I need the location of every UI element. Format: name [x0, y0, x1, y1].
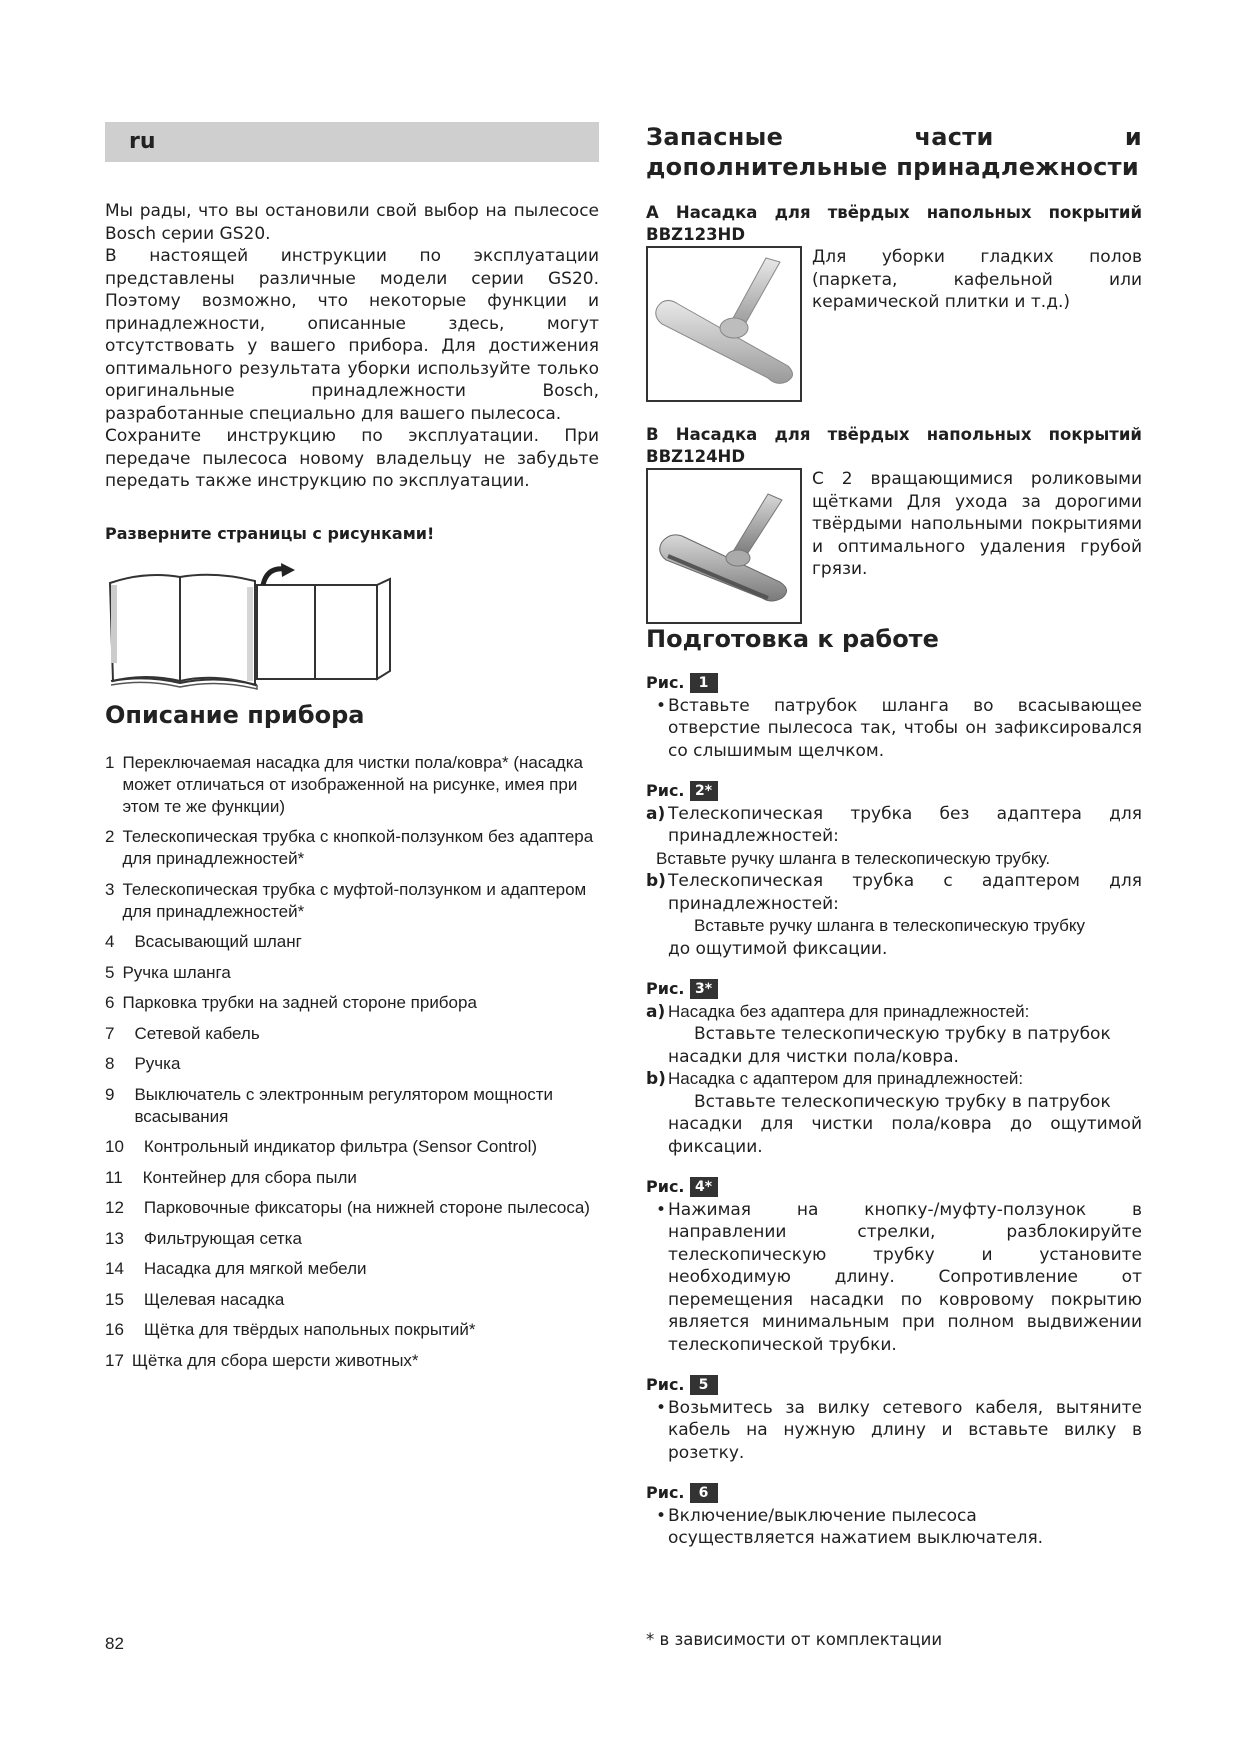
fig-1-text: • Вставьте патрубок шланга во всасывающее отверстие пылесоса так, чтобы он зафиксировался со слышимым щелчком. — [656, 695, 1142, 761]
accessories-title: Запасные части и дополнительные принадлежности — [646, 123, 1142, 181]
fig-3-b-action: Вставьте телескопическую трубку в патрубок насадки для чистки пола/ковра до ощутимой фиксации. — [668, 1091, 1142, 1157]
accessory-b — [646, 424, 1142, 624]
unfold-book-illustration — [105, 563, 599, 700]
fig-2-a-action: Вставьте ручку шланга в телескопическую трубку. — [656, 848, 1051, 868]
unfold-note: Разверните страницы с рисунками! — [105, 523, 435, 543]
intro-section — [105, 200, 599, 493]
parts-list — [105, 752, 599, 1372]
list-item: 9 Выключатель с электронным регулятором мощности всасывания — [105, 1084, 553, 1126]
fig-6-block — [646, 1482, 1142, 1550]
roller-nozzle-icon — [648, 470, 800, 622]
list-item: 16 Щётка для твёрдых напольных покрытий* — [105, 1320, 476, 1339]
list-item: 5 Ручка шланга — [105, 962, 231, 982]
fig-6-label: Рис. 6 — [646, 1482, 1142, 1505]
list-item: 7 Сетевой кабель — [105, 1023, 260, 1043]
accessory-a — [646, 202, 1142, 402]
fig-3-number: 3* — [690, 979, 718, 999]
accessory-b-heading: B Насадка для твёрдых напольных покрытий BBZ124HD — [646, 425, 1142, 466]
fig-2-b: b) Телескопическая трубка с адаптером для принадлежностей: — [646, 871, 1142, 914]
accessory-a-heading: A Насадка для твёрдых напольных покрытий BBZ123HD — [646, 203, 1142, 244]
accessory-b-text: С 2 вращающимися роликовыми щётками Для ухода за дорогими твёрдыми напольными покрытиями и оптимального удаления грубой грязи. — [812, 469, 1142, 579]
left-column — [105, 122, 599, 1380]
language-bar — [105, 122, 599, 162]
list-item: 13 Фильтрующая сетка — [105, 1228, 302, 1248]
fig-3-a: a) Насадка без адаптера для принадлежностей: — [646, 1001, 1030, 1022]
list-item: 6 Парковка трубки на задней стороне прибора — [105, 993, 477, 1012]
intro-paragraph-2: В настоящей инструкции по эксплуатации представлены различные модели серии GS20. Поэтому возможно, что некоторые функции и принадлежности, описанные здесь, могут отсутствовать у вашего прибора. Для достижения оптимального результата уборки используйте только оригинальные принадлежности Bosch, разработанные специально для вашего пылесоса. — [105, 246, 599, 424]
right-column — [646, 122, 1142, 1550]
fig-2-block — [646, 780, 1142, 960]
list-item: 17 Щётка для сбора шерсти животных* — [105, 1350, 419, 1370]
fig-1-number: 1 — [690, 673, 718, 693]
description-title: Описание прибора — [105, 700, 365, 729]
roller-nozzle-image — [646, 468, 802, 624]
fig-6-number: 6 — [690, 1483, 718, 1503]
footnote: * в зависимости от комплектации — [646, 1630, 943, 1649]
fig-5-block — [646, 1374, 1142, 1464]
list-item: 15 Щелевая насадка — [105, 1289, 285, 1309]
intro-paragraph-1: Мы рады, что вы остановили свой выбор на пылесосе Bosch серии GS20. — [105, 201, 599, 244]
fig-4-number: 4* — [690, 1177, 718, 1197]
fig-3-a-action: Вставьте телескопическую трубку в патрубок насадки для чистки пола/ковра. — [668, 1024, 1111, 1067]
list-item: 14 Насадка для мягкой мебели — [105, 1259, 367, 1278]
fig-4-label: Рис. 4* — [646, 1176, 1142, 1199]
list-item: 3 Телескопическая трубка с муфтой-ползунком и адаптером для принадлежностей* — [105, 879, 587, 921]
fig-2-number: 2* — [690, 781, 718, 801]
accessory-a-text: Для уборки гладких полов (паркета, кафельной или керамической плитки и т.д.) — [812, 247, 1142, 312]
fig-3-label: Рис. 3* — [646, 978, 1142, 1001]
list-item: 1 Переключаемая насадка для чистки пола/ковра* (насадка может отличаться от изображенной на рисунке, имея при этом те же функции) — [105, 752, 583, 816]
preparation-title: Подготовка к работе — [646, 625, 939, 653]
fig-5-text: • Возьмитесь за вилку сетевого кабеля, вытяните кабель на нужную длину и вставьте вилку в розетку. — [656, 1397, 1142, 1463]
list-item: 11 Контейнер для сбора пыли — [105, 1167, 357, 1187]
fig-4-block — [646, 1176, 1142, 1356]
book-icon — [105, 563, 425, 693]
list-item: 8 Ручка — [105, 1054, 181, 1073]
page-number: 82 — [105, 1634, 124, 1653]
list-item: 12 Парковочные фиксаторы (на нижней стороне пылесоса) — [105, 1198, 590, 1217]
intro-paragraph-3: Сохраните инструкцию по эксплуатации. При передаче пылесоса новому владельцу не забудьте передать также инструкцию по эксплуатации. — [105, 426, 599, 491]
fig-5-number: 5 — [690, 1375, 718, 1395]
fig-3-block — [646, 978, 1142, 1158]
fig-4-text: • Нажимая на кнопку-/муфту-ползунок в направлении стрелки, разблокируйте телескопическую трубку и установите необходимую длину. Сопротивление от перемещения насадки по ковровому покрытию является минимальным при полном выдвижении телескопической трубки. — [656, 1199, 1142, 1355]
fig-3-b: b) Насадка с адаптером для принадлежностей: — [646, 1069, 1024, 1089]
floor-nozzle-icon — [648, 248, 800, 400]
fig-2-b-action: Вставьте ручку шланга в телескопическую трубку до ощутимой фиксации. — [668, 916, 1086, 959]
hard-floor-nozzle-image — [646, 246, 802, 402]
list-item: 10 Контрольный индикатор фильтра (Sensor Control) — [105, 1137, 538, 1156]
fig-5-label: Рис. 5 — [646, 1374, 1142, 1397]
fig-1-label: Рис. 1 — [646, 672, 1142, 695]
fig-6-text: • Включение/выключение пылесоса осуществляется нажатием выключателя. — [656, 1505, 1044, 1548]
list-item: 4 Всасывающий шланг — [105, 932, 302, 951]
fig-2-a: a) Телескопическая трубка без адаптера для принадлежностей: — [646, 803, 1142, 846]
fig-1-block — [646, 672, 1142, 762]
fig-2-label: Рис. 2* — [646, 780, 1142, 803]
list-item: 2 Телескопическая трубка с кнопкой-ползунком без адаптера для принадлежностей* — [105, 827, 594, 868]
language-code: ru — [129, 128, 156, 154]
